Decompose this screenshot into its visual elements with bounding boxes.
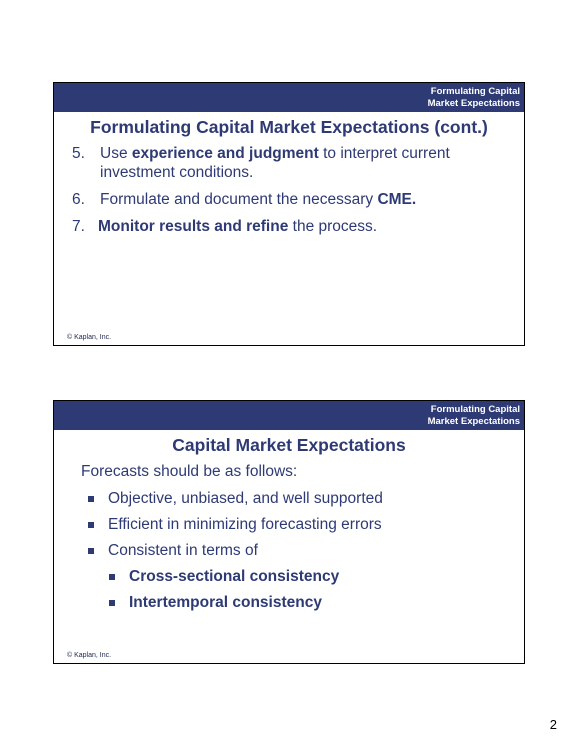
item-number: 7. — [72, 218, 85, 235]
slide-header — [54, 83, 524, 112]
bullet-square-icon — [88, 548, 94, 554]
slide-1 — [53, 82, 525, 346]
intro-text: Forecasts should be as follows: — [81, 463, 298, 480]
copyright: © Kaplan, Inc. — [67, 652, 112, 659]
item-text-pre: Formulate and document the necessary — [100, 191, 378, 208]
item-text-pre: Use — [100, 145, 132, 162]
slide-title: Formulating Capital Market Expectations (cont.) — [90, 117, 488, 137]
copyright: © Kaplan, Inc. — [67, 334, 112, 341]
item-text-bold: experience and judgment — [131, 145, 319, 162]
slide-header — [54, 401, 524, 430]
page-number: 2 — [549, 717, 557, 732]
bullet-text: Efficient in minimizing forecasting errors — [108, 516, 382, 533]
item-text-post: the process. — [288, 218, 378, 235]
sub-bullet-text: Cross-sectional consistency — [129, 568, 340, 585]
item-text — [98, 217, 498, 236]
sub-bullet-text: Intertemporal consistency — [129, 594, 322, 611]
header-line-1: Formulating Capital — [430, 86, 520, 97]
item-number: 5. — [72, 145, 85, 162]
item-number: 6. — [72, 191, 85, 208]
header-label — [428, 404, 520, 428]
header-label — [428, 86, 520, 110]
bullet-square-icon — [109, 600, 115, 606]
item-text-bold: CME. — [377, 191, 417, 208]
header-line-1: Formulating Capital — [430, 404, 520, 415]
slide-title: Capital Market Expectations — [172, 435, 406, 455]
bullet-square-icon — [88, 496, 94, 502]
bullet-text: Objective, unbiased, and well supported — [108, 490, 383, 507]
bullet-square-icon — [109, 574, 115, 580]
header-line-2: Market Expectations — [427, 98, 520, 109]
item-text — [100, 190, 500, 209]
slide-2 — [53, 400, 525, 664]
item-text-post: to interpret current investment conditions. — [100, 145, 450, 181]
bullet-square-icon — [88, 522, 94, 528]
item-text-bold: Monitor results and refine — [98, 218, 289, 235]
bullet-text: Consistent in terms of — [108, 542, 258, 559]
header-line-2: Market Expectations — [427, 416, 520, 427]
item-text — [100, 144, 500, 182]
